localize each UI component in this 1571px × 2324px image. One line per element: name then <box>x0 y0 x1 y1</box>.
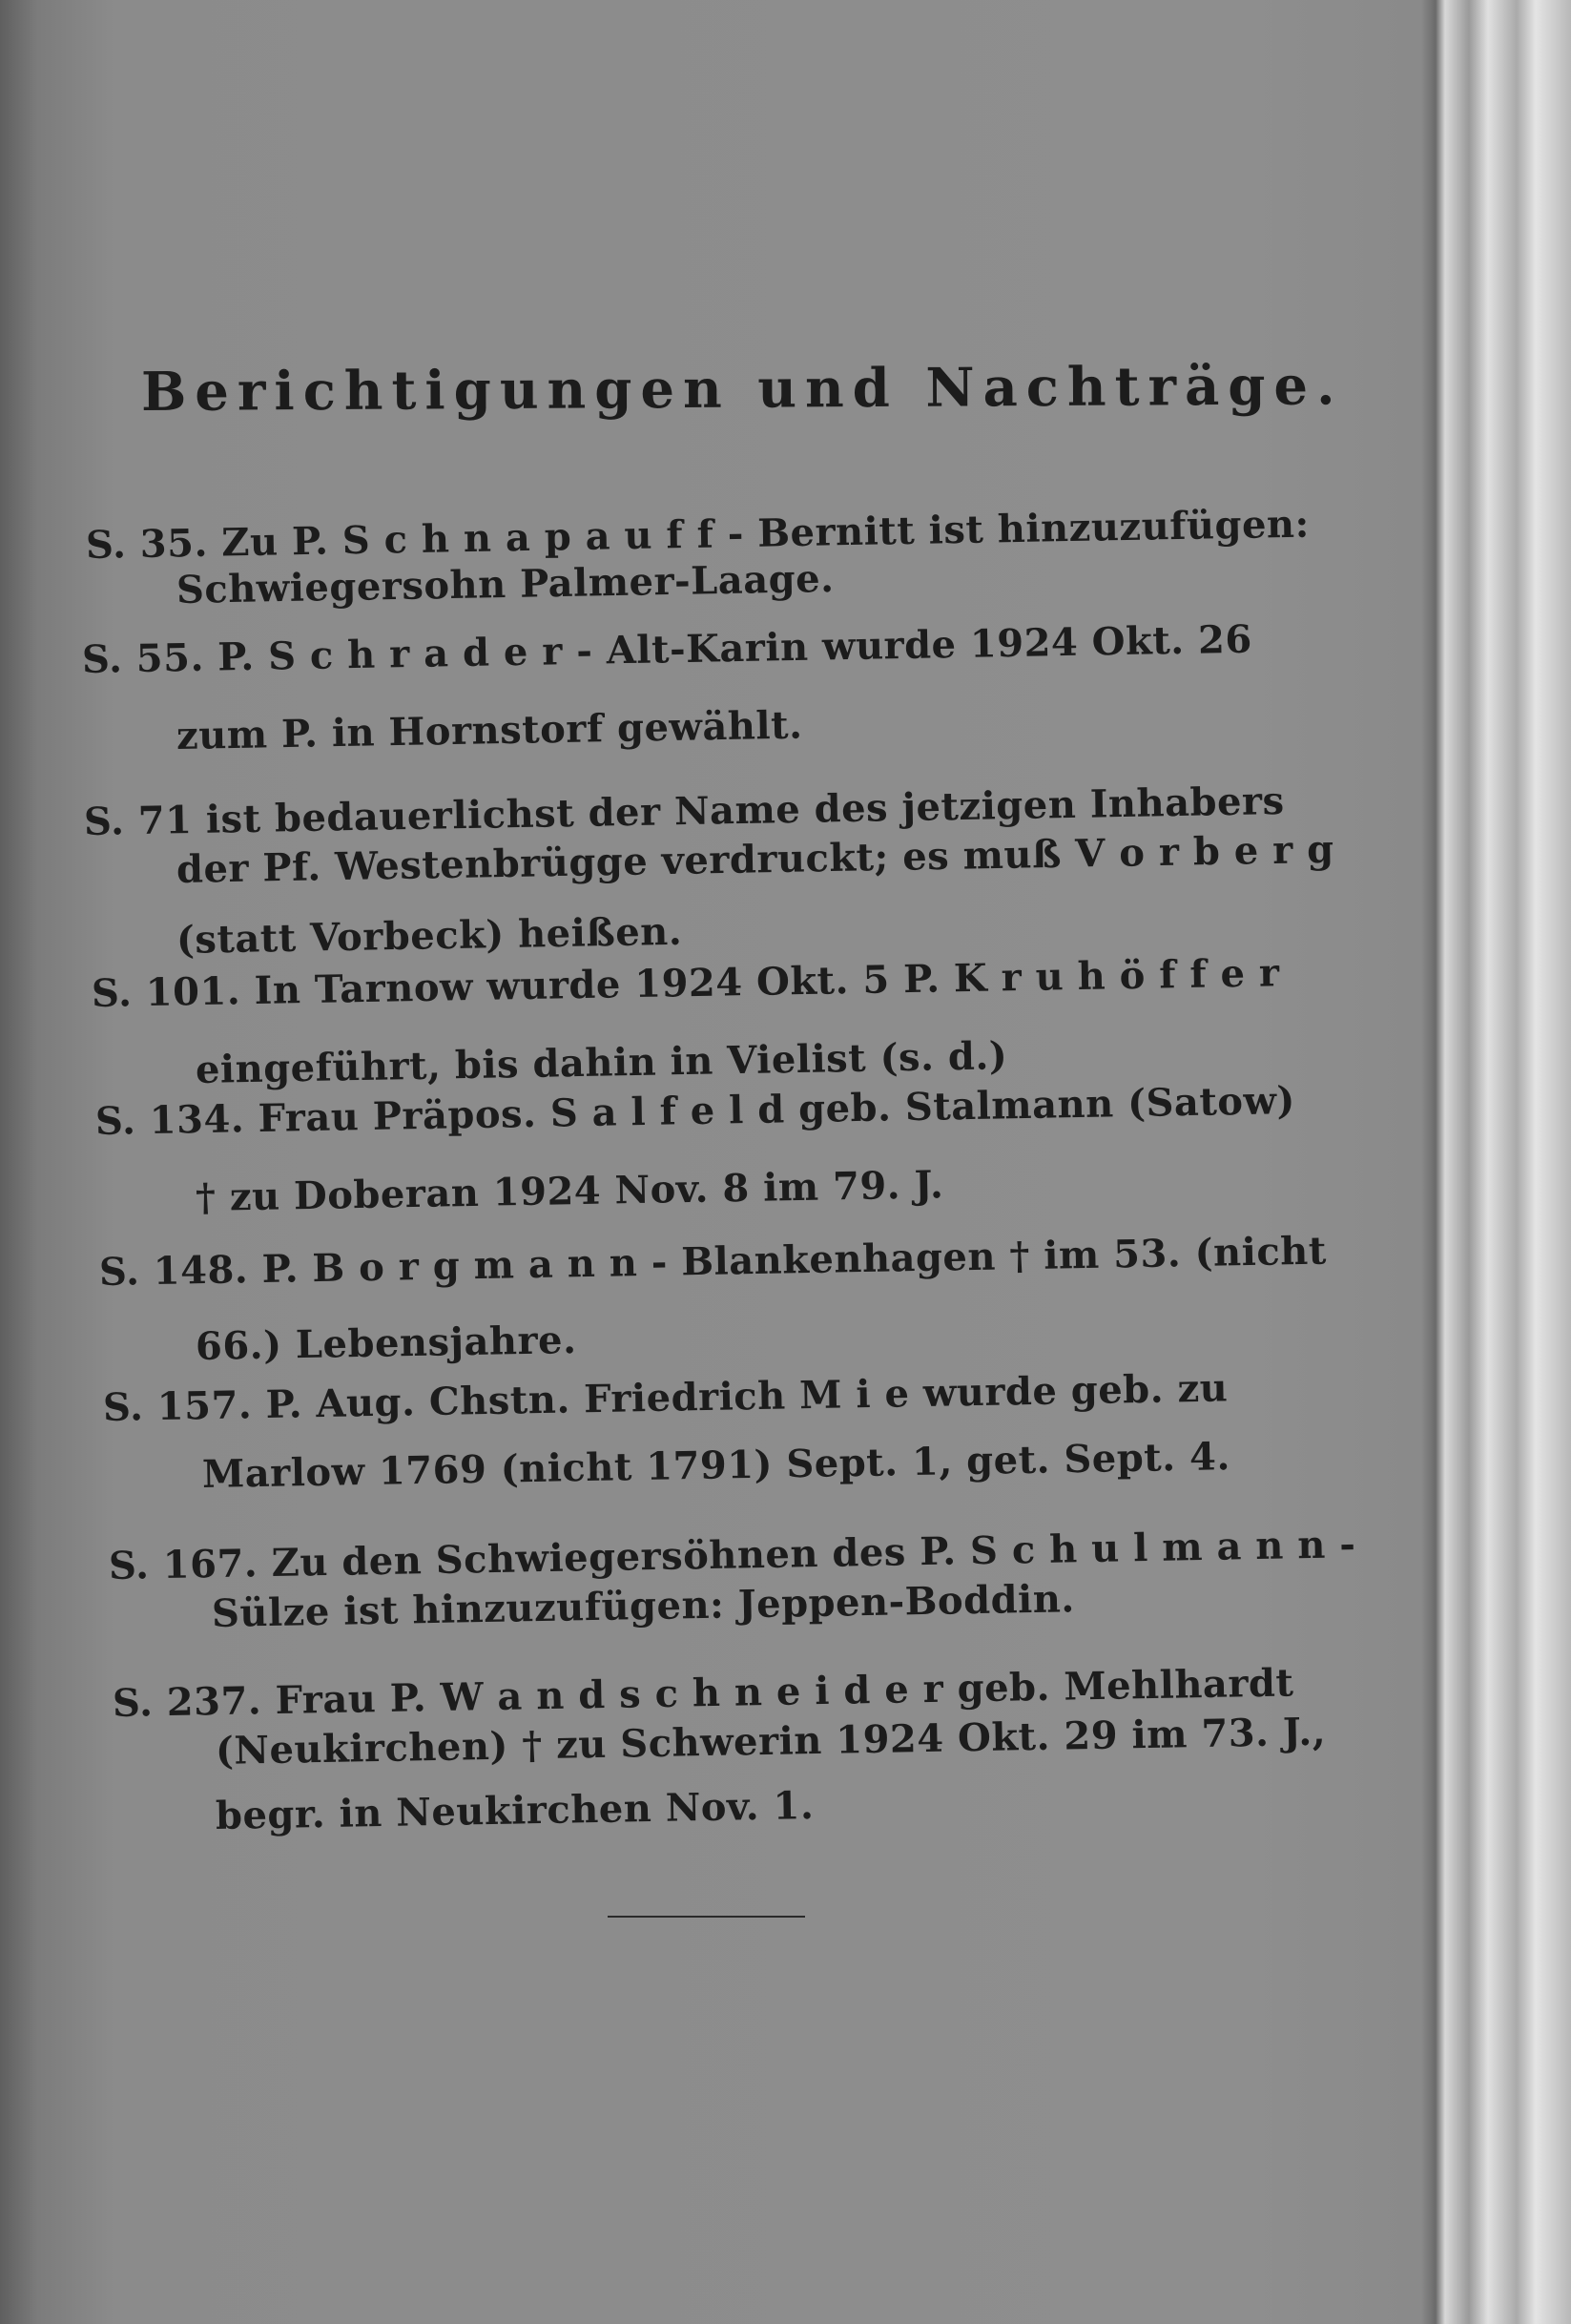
entry-first-line: S. 71 ist bedauerlichst der Name des jetzigen Inhabers <box>83 778 1285 844</box>
entry-continuation-line: † zu Doberan 1924 Nov. 8 im 79. J. <box>195 1162 944 1220</box>
page-title: Berichtigungen und Nachträge. <box>140 354 1344 424</box>
entry-continuation-line: eingeführt, bis dahin in Vielist (s. d.) <box>195 1033 1008 1092</box>
entry-continuation-line: begr. in Neukirchen Nov. 1. <box>215 1783 815 1838</box>
entry-first-line: S. 55. P. S c h r a d e r - Alt-Karin wurde 1924 Okt. 26 <box>81 616 1253 682</box>
entry-first-line: S. 148. P. B o r g m a n n - Blankenhagen † im 53. (nicht <box>98 1228 1328 1295</box>
entry-first-line: S. 167. Zu den Schwiegersöhnen des P. S c h u l m a n n - <box>108 1522 1356 1588</box>
entry-continuation-line: zum P. in Hornstorf gewählt. <box>176 702 803 758</box>
entry-first-line: S. 35. Zu P. S c h n a p a u f f - Bernitt ist hinzuzufügen: <box>85 501 1311 568</box>
entry-continuation-line: 66.) Lebensjahre. <box>195 1318 577 1369</box>
closing-rule <box>608 1916 805 1918</box>
entry-continuation-line: (statt Vorbeck) heißen. <box>176 908 683 963</box>
entry-continuation-line: (Neukirchen) † zu Schwerin 1924 Okt. 29 im 73. J., <box>215 1709 1327 1774</box>
entry-continuation-line: Sülze ist hinzuzufügen: Jeppen-Boddin. <box>211 1576 1076 1636</box>
entry-first-line: S. 157. P. Aug. Chstn. Friedrich M i e wurde geb. zu <box>102 1365 1229 1430</box>
entry-continuation-line: Marlow 1769 (nicht 1791) Sept. 1, get. Sept. 4. <box>201 1434 1231 1497</box>
entry-continuation-line: der Pf. Westenbrügge verdruckt; es muß V o r b e r g <box>176 826 1334 892</box>
entry-first-line: S. 134. Frau Präpos. S a l f e l d geb. Stalmann (Satow) <box>94 1078 1296 1144</box>
entry-continuation-line: Schwiegersohn Palmer-Laage. <box>176 555 835 612</box>
entry-first-line: S. 237. Frau P. W a n d s c h n e i d e r geb. Mehlhardt <box>112 1660 1294 1726</box>
entry-first-line: S. 101. In Tarnow wurde 1924 Okt. 5 P. K r u h ö f f e r <box>91 950 1280 1016</box>
